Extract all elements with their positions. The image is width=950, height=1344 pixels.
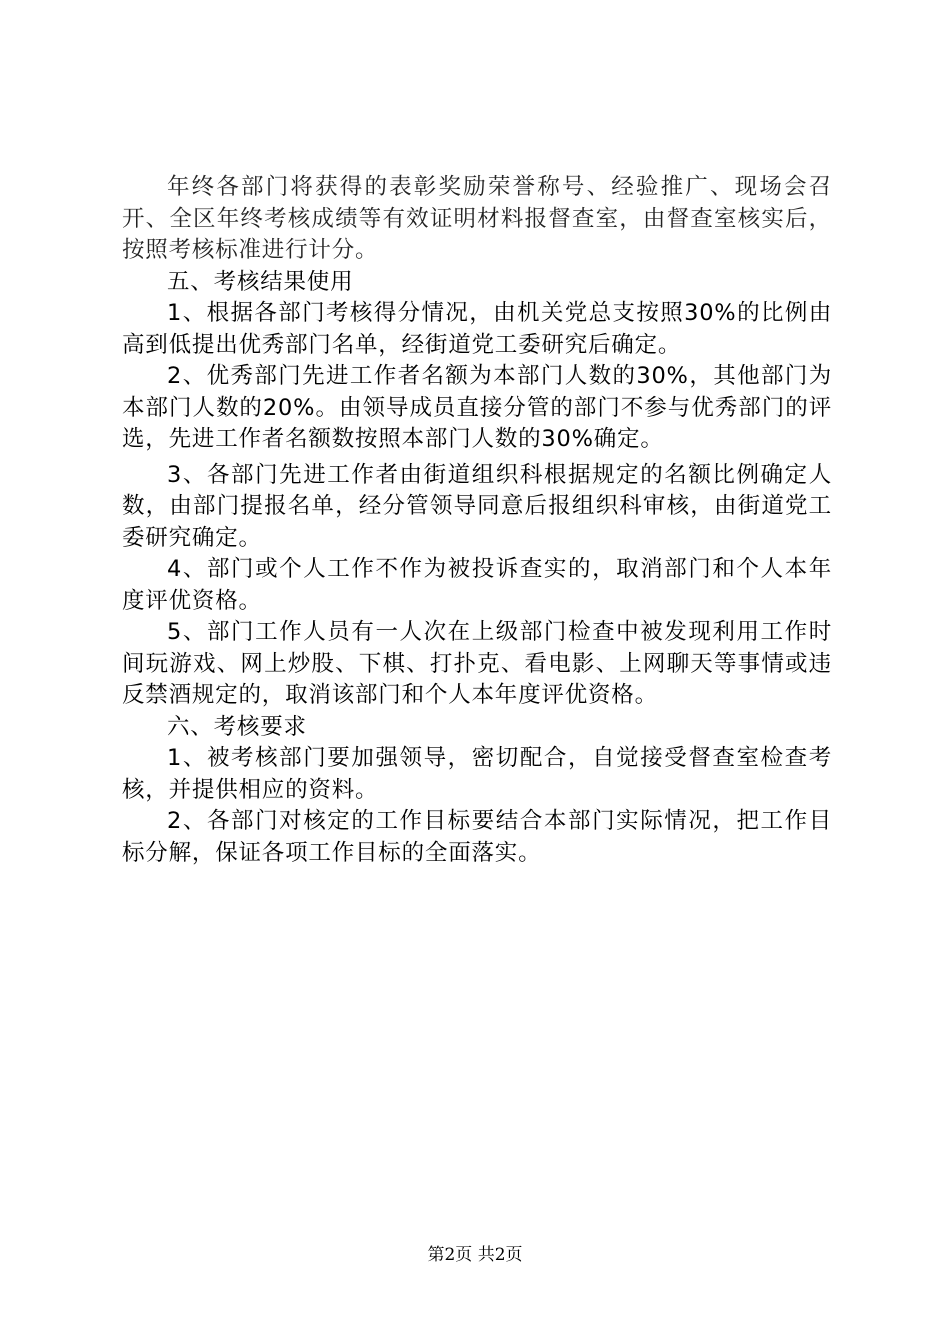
section-heading-results-usage: 五、考核结果使用 bbox=[167, 268, 354, 295]
paragraph-requirement-1: 1、被考核部门要加强领导，密切配合，自觉接受督查室检查考核，并提供相应的资料。 bbox=[122, 745, 832, 803]
section-heading-requirements: 六、考核要求 bbox=[167, 713, 307, 740]
paragraph-item-1-excellent-departments: 1、根据各部门考核得分情况，由机关党总支按照30%的比例由高到低提出优秀部门名单，经街道党工委研究后确定。 bbox=[122, 300, 832, 358]
paragraph-item-3-advanced-workers: 3、各部门先进工作者由街道组织科根据规定的名额比例确定人数，由部门提报名单，经分管领导同意后报组织科审核，由街道党工委研究确定。 bbox=[122, 461, 832, 551]
page-number-footer: 第2页 共2页 bbox=[427, 1245, 523, 1265]
paragraph-item-5-violations: 5、部门工作人员有一人次在上级部门检查中被发现利用工作时间玩游戏、网上炒股、下棋、打扑克、看电影、上网聊天等事情或违反禁酒规定的，取消该部门和个人本年度评优资格。 bbox=[122, 619, 832, 708]
document-body bbox=[122, 172, 832, 869]
paragraph-requirement-2: 2、各部门对核定的工作目标要结合本部门实际情况，把工作目标分解，保证各项工作目标的全面落实。 bbox=[122, 808, 832, 866]
paragraph-item-4-disqualification: 4、部门或个人工作不作为被投诉查实的，取消部门和个人本年度评优资格。 bbox=[122, 556, 832, 614]
paragraph-evidence-materials: 年终各部门将获得的表彰奖励荣誉称号、经验推广、现场会召开、全区年终考核成绩等有效证明材料报督查室，由督查室核实后，按照考核标准进行计分。 bbox=[122, 174, 832, 263]
paragraph-item-2-quota: 2、优秀部门先进工作者名额为本部门人数的30%，其他部门为本部门人数的20%。由领导成员直接分管的部门不参与优秀部门的评选，先进工作者名额数按照本部门人数的30%确定。 bbox=[122, 363, 832, 452]
